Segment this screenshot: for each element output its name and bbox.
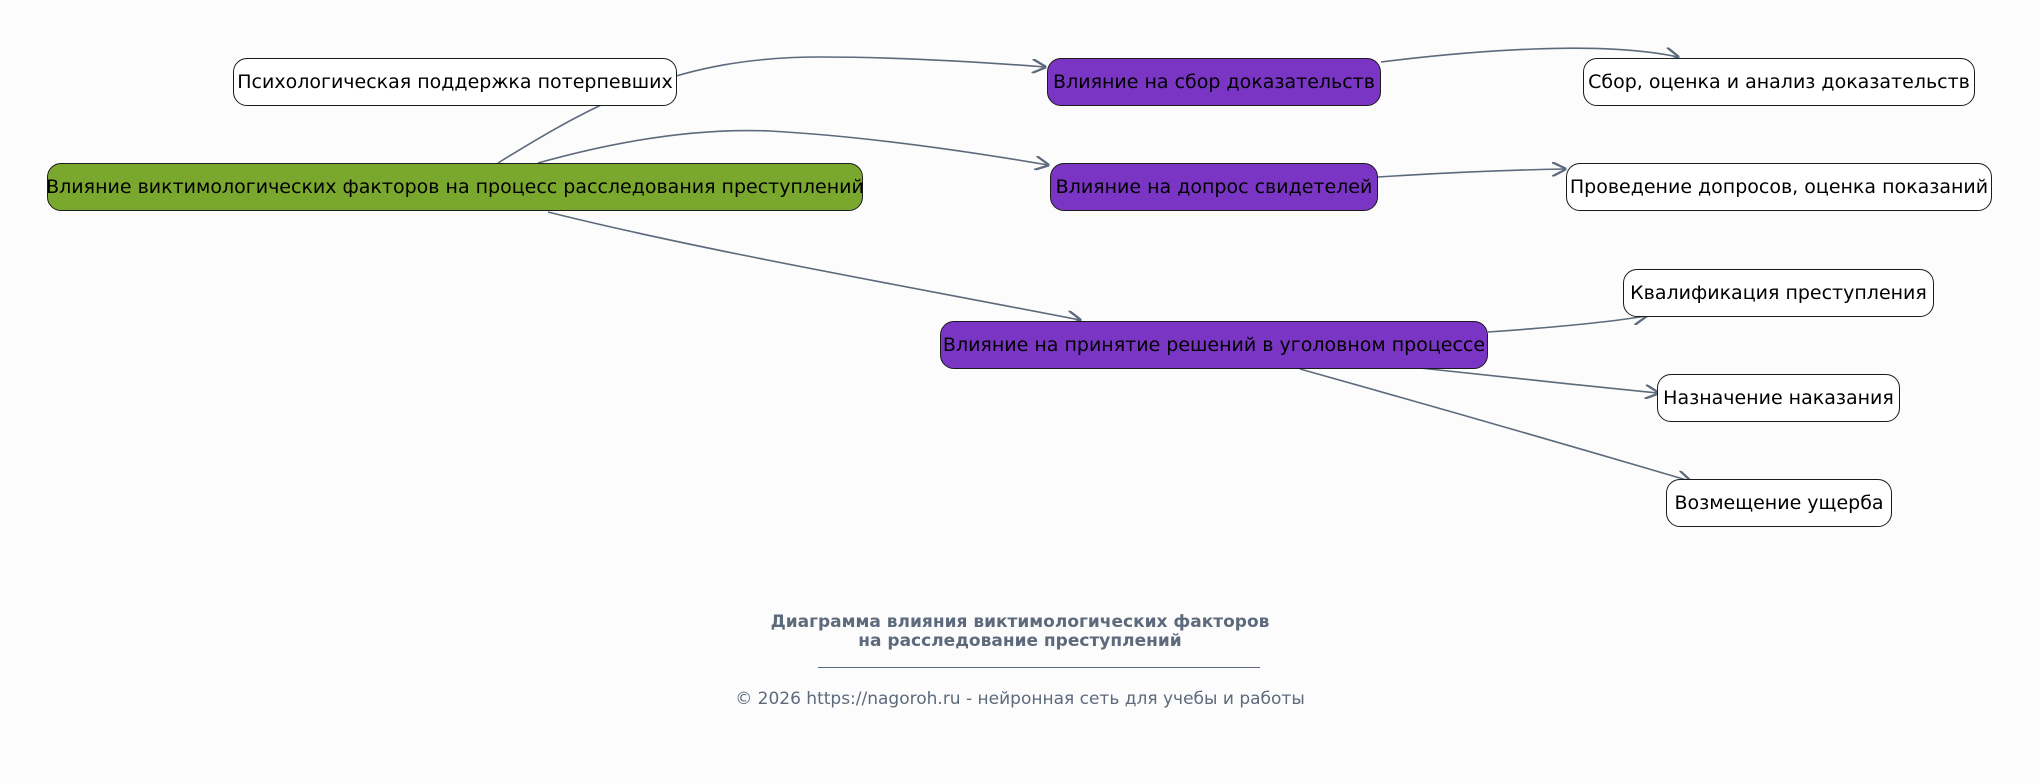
node-evidence-influence (1047, 58, 1381, 106)
node-label: Влияние на допрос свидетелей (1055, 176, 1373, 198)
edge-witness-to-leaf (1378, 169, 1565, 177)
diagram-title-line-1: Диаграмма влияния виктимологических факторов (770, 612, 1270, 632)
edge-decisions-to-qualification (1488, 316, 1646, 332)
node-label: Проведение допросов, оценка показаний (1569, 176, 1989, 198)
node-interrogation (1566, 163, 1992, 211)
node-punishment (1657, 374, 1900, 422)
copyright-text: © 2026 https://nagoroh.ru - нейронная сеть для учебы и работы (735, 689, 1305, 709)
node-label: Психологическая поддержка потерпевших (237, 71, 673, 93)
caption-divider (818, 667, 1260, 668)
node-label: Влияние виктимологических факторов на процесс расследования преступлений (46, 176, 864, 198)
diagram-title (0, 613, 2040, 651)
node-decisions-influence (940, 321, 1488, 369)
node-root (47, 163, 863, 211)
node-qualification (1623, 269, 1934, 317)
diagram-title-line-2: на расследование преступлений (858, 631, 1182, 651)
edge-decisions-to-damages (1300, 369, 1690, 481)
edge-root-to-decisions (548, 212, 1080, 320)
node-label: Влияние на принятие решений в уголовном процессе (942, 334, 1486, 356)
node-label: Влияние на сбор доказательств (1053, 71, 1375, 93)
node-damages (1666, 479, 1892, 527)
edge-decisions-to-punishment (1420, 368, 1658, 393)
node-label: Квалификация преступления (1630, 282, 1927, 304)
node-psychological-support (233, 58, 677, 106)
node-evidence-analysis (1583, 58, 1975, 106)
node-label: Назначение наказания (1663, 387, 1894, 409)
node-label: Сбор, оценка и анализ доказательств (1588, 71, 1970, 93)
node-witness-influence (1050, 163, 1378, 211)
edge-root-to-witness (538, 131, 1048, 165)
node-label: Возмещение ущерба (1674, 492, 1884, 514)
